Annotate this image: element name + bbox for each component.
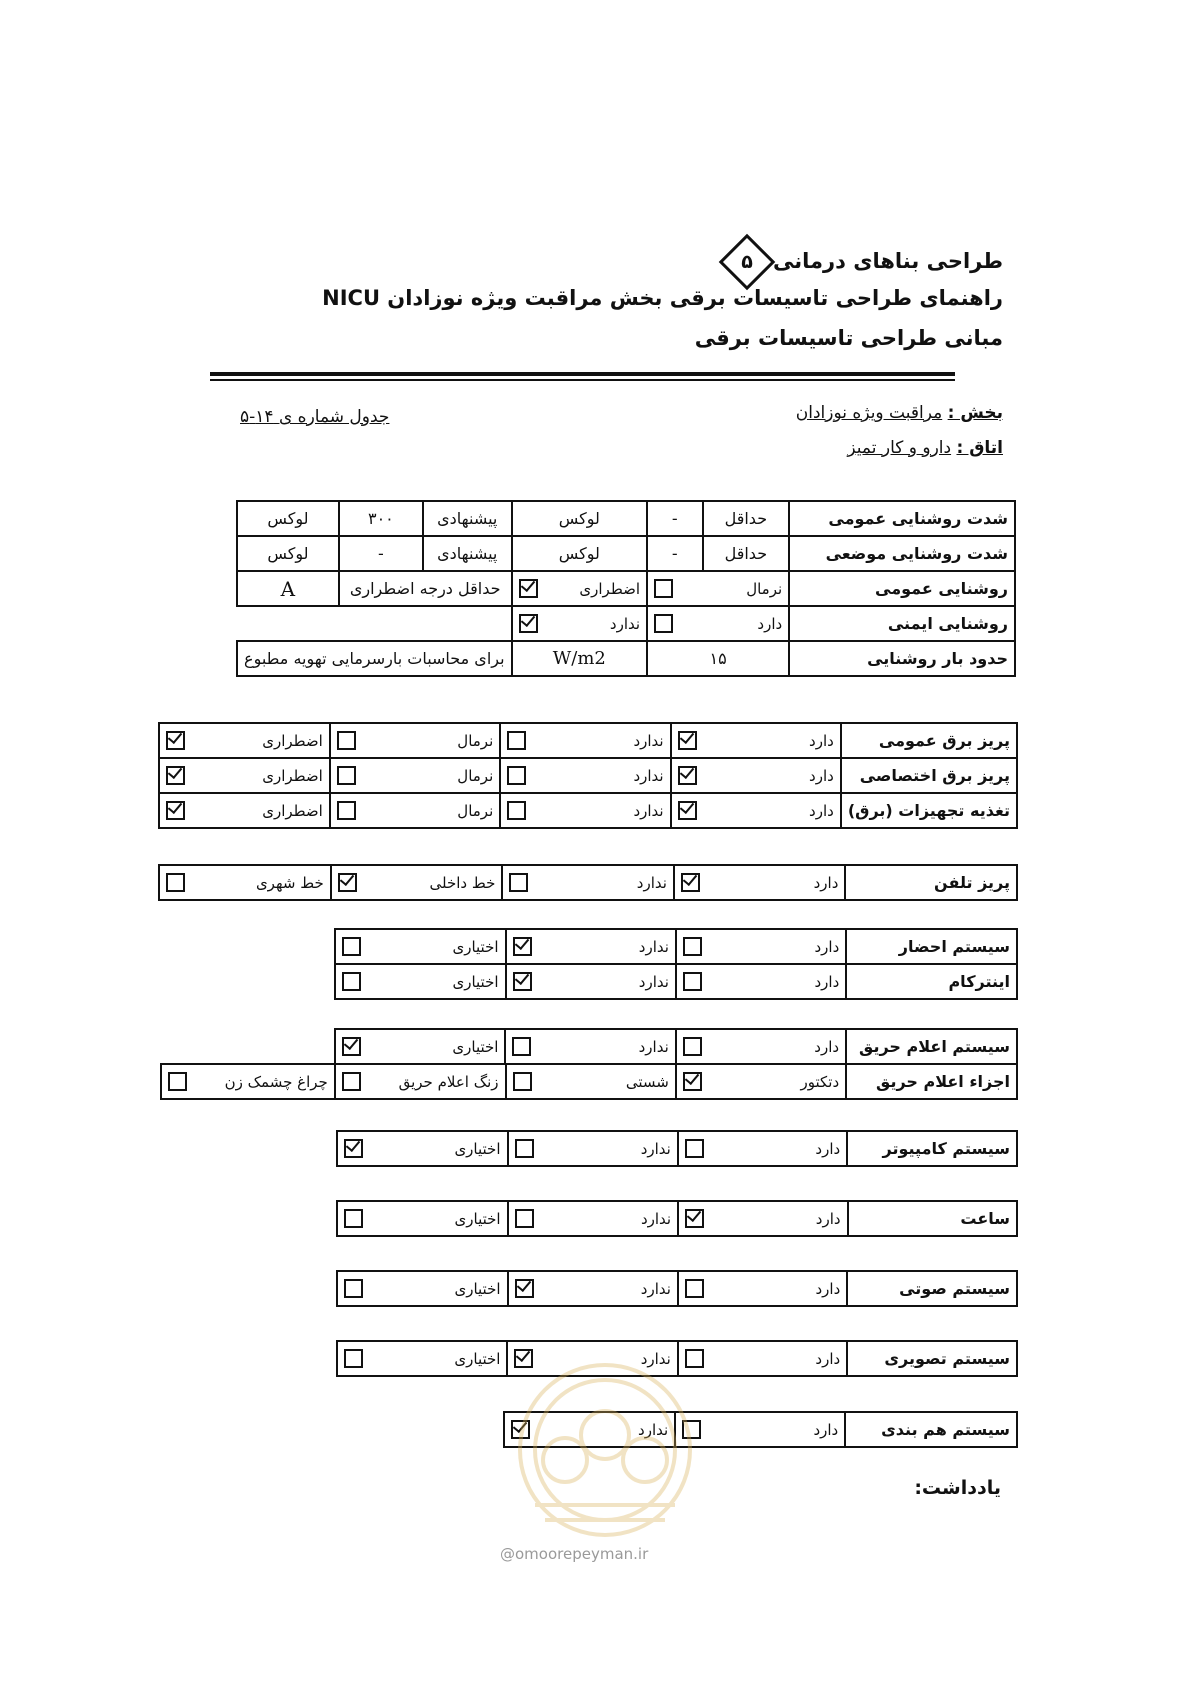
checkbox-icon[interactable] [166,801,185,820]
fire-alarm-table [334,1028,1018,1065]
flasher-option[interactable] [161,1064,335,1099]
diamond-badge-icon [719,234,776,291]
phone-table [158,864,1018,901]
option-label: دارد [813,1420,839,1439]
emergency-option[interactable] [512,571,647,606]
option-label: اضطراری [262,731,323,750]
table-row [159,793,1017,828]
none-option[interactable] [508,1271,678,1306]
option-label: ندارد [609,614,641,633]
normal-option[interactable] [647,571,789,606]
local-intensity-label: شدت روشنایی موضعی [789,536,1015,571]
option-label: ندارد [640,1139,671,1158]
checkbox-icon[interactable] [344,1209,363,1228]
clock-label: ساعت [848,1201,1017,1236]
has-option[interactable] [671,723,841,758]
checkbox-icon[interactable] [683,972,702,991]
table-row [237,501,1015,536]
normal-option[interactable] [330,793,500,828]
load-limit-label: حدود بار روشنایی [789,641,1015,676]
option-label: دارد [814,972,840,991]
bell-option[interactable] [335,1064,506,1099]
checkbox-icon[interactable] [509,873,528,892]
room-value: دارو و کار تمیز [847,438,952,458]
checkbox-icon[interactable] [654,614,673,633]
bonding-label: سیستم هم بندی [845,1412,1017,1447]
power-general-label: پریز برق عمومی [841,723,1017,758]
option-label: ندارد [633,801,664,820]
table-row [159,865,1017,900]
checkbox-icon[interactable] [519,614,538,633]
has-option[interactable] [678,1131,847,1166]
checkbox-icon[interactable] [515,1139,534,1158]
normal-option[interactable] [330,723,500,758]
has-option[interactable] [678,1201,847,1236]
option-label: دارد [813,873,839,892]
none-option[interactable] [508,1131,678,1166]
option-label: ندارد [640,1209,672,1228]
min-label: حداقل [703,501,790,536]
option-label: اختیاری [454,1139,501,1158]
checkbox-icon[interactable] [512,1037,531,1056]
optional-option[interactable] [337,1271,508,1306]
checkbox-icon[interactable] [513,972,532,991]
emergency-option[interactable] [159,723,330,758]
option-label: نرمال [457,731,494,750]
checkbox-icon[interactable] [683,937,702,956]
checkbox-icon[interactable] [166,731,185,750]
rec-unit: لوکس [237,501,339,536]
option-label: ندارد [636,873,667,892]
min-value: - [647,536,702,571]
checkbox-icon[interactable] [678,731,697,750]
load-value: ۱۵ [647,641,789,676]
city-line-option[interactable] [159,865,331,900]
table-row [161,1064,1017,1099]
general-lighting-label: روشنایی عمومی [789,571,1015,606]
checkbox-icon[interactable] [166,873,185,892]
normal-option[interactable] [330,758,500,793]
has-option[interactable] [676,929,846,964]
option-label: ندارد [640,1349,671,1368]
table-row [335,1029,1017,1064]
checkbox-icon[interactable] [515,1279,534,1298]
fire-parts-label: اجزاء اعلام حریق [846,1064,1017,1099]
rec-label: پیشنهادی [423,501,512,536]
emergency-option[interactable] [159,758,330,793]
option-label: اختیاری [452,972,499,991]
table-row [337,1271,1017,1306]
none-option[interactable] [500,793,670,828]
table-row [335,929,1017,964]
checkbox-icon[interactable] [338,873,357,892]
has-option[interactable] [676,1029,846,1064]
computer-system-label: سیستم کامپیوتر [847,1131,1017,1166]
fire-parts-table [160,1063,1018,1100]
none-option[interactable] [500,758,670,793]
header-rule-thick [210,372,955,376]
table-row [337,1201,1017,1236]
option-label: ندارد [640,1279,671,1298]
detector-option[interactable] [676,1064,846,1099]
table-row [237,641,1015,676]
option-label: اختیاری [452,1037,499,1056]
load-unit: W/m2 [512,641,647,676]
option-label: دارد [814,1037,840,1056]
option-label: اختیاری [454,1349,501,1368]
option-label: اختیاری [452,937,499,956]
header-section-title: مبانی طراحی تاسیسات برقی [694,326,1003,350]
header-line1: طراحی بناهای درمانی [773,249,1003,273]
empty-cell [237,606,512,641]
general-intensity-label: شدت روشنایی عمومی [789,501,1015,536]
table-row [335,964,1017,999]
checkbox-icon[interactable] [342,1037,361,1056]
checkbox-icon[interactable] [685,1209,704,1228]
optional-option[interactable] [335,1029,505,1064]
table-row [159,723,1017,758]
glass-option[interactable] [506,1064,676,1099]
rec-label: پیشنهادی [423,536,512,571]
rec-unit: لوکس [237,536,339,571]
option-label: اضطراری [262,766,323,785]
optional-option[interactable] [335,929,506,964]
checkbox-icon[interactable] [344,1349,363,1368]
min-degree-value: A [237,571,339,606]
checkbox-icon[interactable] [654,579,673,598]
checkbox-icon[interactable] [685,1139,704,1158]
section-line [796,403,1003,423]
intercom-label: اینترکام [846,964,1017,999]
option-label: ندارد [633,766,664,785]
section-label: بخش : [947,403,1003,423]
checkbox-icon[interactable] [678,766,697,785]
min-unit: لوکس [512,536,647,571]
rec-value: - [339,536,423,571]
min-unit: لوکس [512,501,647,536]
min-degree-label: حداقل درجه اضطراری [339,571,512,606]
table-row [237,536,1015,571]
option-label: اضطراری [579,579,641,598]
checkbox-icon[interactable] [168,1072,187,1091]
option-label: دارد [814,937,840,956]
has-option[interactable] [678,1271,847,1306]
watermark-text: @omoorepeyman.ir [500,1545,649,1563]
option-label: نرمال [457,801,494,820]
table-row [237,606,1015,641]
watermark-logo-icon [495,1340,715,1540]
optional-option[interactable] [337,1201,508,1236]
section-value: مراقبت ویژه نوزادان [795,403,943,423]
table-number-line [240,407,389,427]
option-label: ندارد [638,937,669,956]
optional-option[interactable] [337,1131,508,1166]
none-option[interactable] [502,865,674,900]
computer-system-table [336,1130,1018,1167]
checkbox-icon[interactable] [507,766,526,785]
table-row [337,1131,1017,1166]
checkbox-icon[interactable] [337,766,356,785]
none-option[interactable] [512,606,647,641]
rec-value: ۳۰۰ [339,501,423,536]
power-table [158,722,1018,829]
optional-option[interactable] [337,1341,507,1376]
option-label: دارد [809,801,834,820]
table-label: جدول شماره ی [278,407,390,427]
video-system-label: سیستم تصویری [847,1341,1017,1376]
has-option[interactable] [647,606,789,641]
checkbox-icon[interactable] [685,1279,704,1298]
checkbox-icon[interactable] [678,801,697,820]
checkbox-icon[interactable] [515,1209,534,1228]
emergency-option[interactable] [159,793,330,828]
fire-alarm-label: سیستم اعلام حریق [846,1029,1017,1064]
option-label: نرمال [457,766,494,785]
none-option[interactable] [506,929,676,964]
table-row [237,571,1015,606]
nurse-call-label: سیستم احضار [846,929,1017,964]
clock-table [336,1200,1018,1237]
option-label: خط شهری [255,873,324,892]
phone-label: پریز تلفن [845,865,1017,900]
audio-system-label: سیستم صوتی [847,1271,1017,1306]
checkbox-icon[interactable] [513,937,532,956]
has-option[interactable] [676,964,846,999]
has-option[interactable] [671,793,841,828]
option-label: دارد [757,614,783,633]
checkbox-icon[interactable] [337,731,356,750]
table-number: ۱۴-۵ [240,407,274,427]
option-label: اضطراری [262,801,323,820]
option-label: چراغ چشمک زن [224,1072,328,1091]
badge-number: ۵ [741,251,753,273]
option-label: دارد [809,766,834,785]
table-row [159,758,1017,793]
optional-option[interactable] [335,964,506,999]
lighting-table [236,500,1016,677]
checkbox-icon[interactable] [513,1072,532,1091]
header-title [721,242,1003,282]
option-label: دارد [809,731,834,750]
power-equipment-label: تغذیه تجهیزات (برق) [841,793,1017,828]
checkbox-icon[interactable] [166,766,185,785]
checkbox-icon[interactable] [344,1279,363,1298]
checkbox-icon[interactable] [337,801,356,820]
option-label: خط داخلی [429,873,496,892]
power-dedicated-label: پریز برق اختصاصی [841,758,1017,793]
option-label: ندارد [638,1420,669,1439]
option-label: ندارد [633,731,664,750]
option-label: دارد [815,1279,841,1298]
header-rule-thin [210,379,955,381]
option-label: دارد [815,1139,841,1158]
option-label: ندارد [638,972,669,991]
checkbox-icon[interactable] [681,873,700,892]
audio-system-table [336,1270,1018,1307]
has-option[interactable] [674,865,845,900]
option-label: اختیاری [454,1209,501,1228]
option-label: اختیاری [454,1279,501,1298]
none-option[interactable] [506,964,676,999]
none-option[interactable] [508,1201,678,1236]
none-option[interactable] [500,723,670,758]
checkbox-icon[interactable] [342,972,361,991]
has-option[interactable] [671,758,841,793]
room-label: اتاق : [956,438,1003,458]
option-label: ندارد [638,1037,669,1056]
option-label: شستی [625,1072,669,1091]
checkbox-icon[interactable] [342,937,361,956]
option-label: دارد [815,1209,841,1228]
checkbox-icon[interactable] [519,579,538,598]
checkbox-icon[interactable] [344,1139,363,1158]
checkbox-icon[interactable] [683,1072,702,1091]
room-line [847,438,1003,458]
min-value: - [647,501,702,536]
option-label: دتکتور [800,1072,840,1091]
option-label: نرمال [746,579,783,598]
safety-lighting-label: روشنایی ایمنی [789,606,1015,641]
checkbox-icon[interactable] [507,731,526,750]
min-label: حداقل [703,536,790,571]
checkbox-icon[interactable] [507,801,526,820]
option-label: زنگ اعلام حریق [398,1072,499,1091]
option-label: دارد [815,1349,841,1368]
none-option[interactable] [505,1029,675,1064]
call-systems-table [334,928,1018,1000]
header-subtitle: راهنمای طراحی تاسیسات برقی بخش مراقبت ویژه نوزادان NICU [322,286,1003,310]
load-note: برای محاسبات بارسرمایی تهویه مطبوع [237,641,512,676]
checkbox-icon[interactable] [683,1037,702,1056]
checkbox-icon[interactable] [342,1072,361,1091]
internal-line-option[interactable] [331,865,503,900]
note-label: یادداشت: [914,1477,1001,1499]
